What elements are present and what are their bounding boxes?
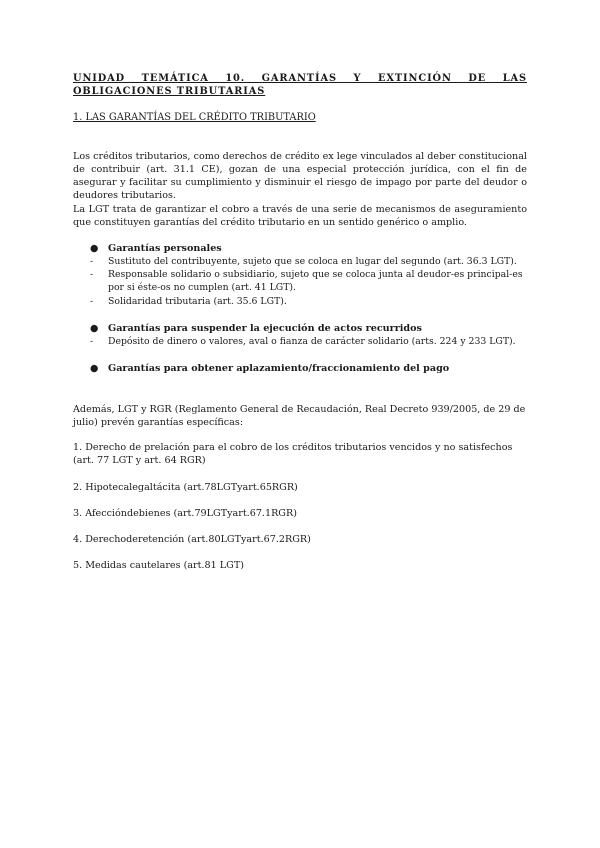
numbered-item: 2. Hipotecalegaltácita (art.78LGTyart.65RGR) — [73, 482, 298, 493]
bullet-title: Garantías personales — [108, 243, 222, 254]
list-item — [90, 268, 527, 294]
bullet-garantias-personales — [90, 242, 222, 255]
list-item — [90, 255, 527, 268]
numbered-item: 4. Derechoderetención (art.80LGTyart.67.2RGR) — [73, 534, 311, 545]
list-item — [90, 335, 527, 348]
numbered-item: 5. Medidas cautelares (art.81 LGT) — [73, 560, 244, 571]
numbered-item: 3. Afeccióndebienes (art.79LGTyart.67.1RGR) — [73, 508, 297, 519]
dash-icon: - — [90, 296, 94, 307]
bullet-title: Garantías para suspender la ejecución de actos recurridos — [108, 323, 422, 334]
list-item-text: Sustituto del contribuyente, sujeto que se coloca en lugar del segundo (art. 36.3 LGT). — [108, 256, 517, 267]
bullet-icon: ● — [90, 323, 99, 334]
bullet-title: Garantías para obtener aplazamiento/fraccionamiento del pago — [108, 363, 450, 374]
main-heading: UNIDAD TEMÁTICA 10. GARANTÍAS Y EXTINCIÓN DE LAS OBLIGACIONES TRIBUTARIAS — [73, 73, 527, 97]
dash-icon: - — [90, 256, 94, 267]
list-item-text: Solidaridad tributaria (art. 35.6 LGT). — [108, 296, 287, 307]
bullet-icon: ● — [90, 243, 99, 254]
paragraph-especificas: Además, LGT y RGR (Reglamento General de Recaudación, Real Decreto 939/2005, de 29 de julio) prevén garantías específicas: — [73, 404, 526, 428]
paragraph-intro: Los créditos tributarios, como derechos de crédito ex lege vinculados al deber constitucional de contribuir (art. 31.1 CE), gozan de una especial protección jurídica, con el fin de asegurar y facilitar su cumplimiento y disminuir el riesgo de impago por parte del deudor o deudores tributarios. — [73, 151, 527, 201]
numbered-item: 1. Derecho de prelación para el cobro de los créditos tributarios vencidos y no satisfechos (art. 77 LGT y art. 64 RGR) — [73, 442, 513, 466]
dash-icon: - — [90, 336, 94, 347]
bullet-icon: ● — [90, 363, 99, 374]
dash-icon: - — [90, 269, 94, 280]
bullet-garantias-aplazamiento — [90, 362, 449, 375]
section-heading: 1. LAS GARANTÍAS DEL CRÉDITO TRIBUTARIO — [73, 112, 316, 123]
list-item — [90, 295, 527, 308]
list-item-text: Responsable solidario o subsidiario, sujeto que se coloca junta al deudor-es principal-es por si éste-os no cumplen (art. 41 LGT). — [108, 269, 523, 293]
list-item-text: Depósito de dinero o valores, aval o fianza de carácter solidario (arts. 224 y 233 LGT). — [108, 336, 516, 347]
paragraph-lgt: La LGT trata de garantizar el cobro a través de una serie de mecanismos de aseguramiento que constituyen garantías del crédito tributario en un sentido genérico o amplio. — [73, 204, 527, 228]
bullet-garantias-suspender — [90, 322, 422, 335]
